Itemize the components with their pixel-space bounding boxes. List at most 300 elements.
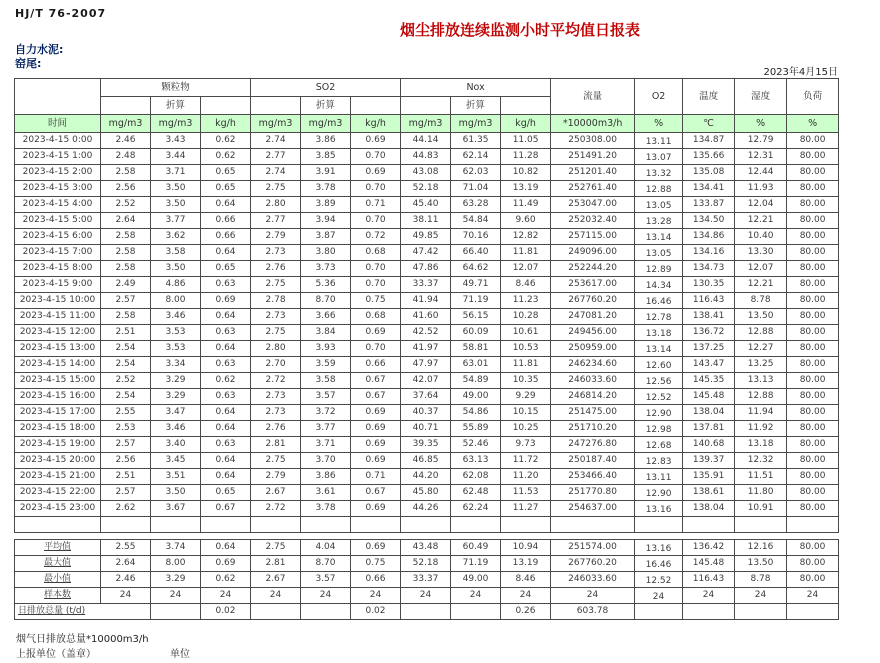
value-cell: 80.00: [787, 373, 839, 389]
value-cell: 3.53: [151, 341, 201, 357]
value-cell: 3.61: [301, 485, 351, 501]
value-cell: 9.73: [501, 437, 551, 453]
value-cell: 0.69: [351, 133, 401, 149]
value-cell: 38.11: [401, 213, 451, 229]
value-cell: 12.27: [735, 341, 787, 357]
value-cell: 251491.20: [551, 149, 635, 165]
summary-value-cell: 3.57: [301, 572, 351, 588]
so2-rate-spacer: [351, 97, 401, 115]
summary-value-cell: 8.70: [301, 556, 351, 572]
value-cell: 13.30: [735, 245, 787, 261]
value-cell: 0.65: [201, 165, 251, 181]
value-cell: 140.68: [683, 437, 735, 453]
value-cell: 0.69: [351, 501, 401, 517]
value-cell: 80.00: [787, 213, 839, 229]
value-cell: 80.00: [787, 453, 839, 469]
value-cell: 12.79: [735, 133, 787, 149]
value-cell: 8.00: [151, 293, 201, 309]
unit-cell: kg/h: [351, 115, 401, 133]
value-cell: 10.61: [501, 325, 551, 341]
value-cell: 80.00: [787, 245, 839, 261]
value-cell: 80.00: [787, 229, 839, 245]
value-cell: 135.08: [683, 165, 735, 181]
table-row: [15, 405, 839, 421]
group-so2-header: SO2: [251, 79, 401, 97]
report-unit-label: 上报单位（盖章）: [16, 649, 96, 660]
value-cell: 0.64: [201, 405, 251, 421]
value-cell: 2.58: [101, 229, 151, 245]
table-row: [15, 261, 839, 277]
value-cell: 11.51: [735, 469, 787, 485]
value-cell: 0.69: [351, 405, 401, 421]
summary-label: 平均值: [15, 540, 101, 556]
empty-cell: [735, 517, 787, 533]
time-cell: 2023-4-15 14:00: [15, 357, 101, 373]
value-cell: 2.74: [251, 133, 301, 149]
value-cell: 3.80: [301, 245, 351, 261]
value-cell: 47.97: [401, 357, 451, 373]
value-cell: 52.18: [401, 181, 451, 197]
value-cell: 10.25: [501, 421, 551, 437]
value-cell: 2.73: [251, 245, 301, 261]
value-cell: 44.14: [401, 133, 451, 149]
value-cell: 14.34: [635, 277, 683, 293]
value-cell: 3.86: [301, 469, 351, 485]
value-cell: 0.69: [351, 325, 401, 341]
value-cell: 3.58: [151, 245, 201, 261]
summary-value-cell: 13.19: [501, 556, 551, 572]
value-cell: 8.70: [301, 293, 351, 309]
pm-rate-spacer: [201, 97, 251, 115]
daily-total-label: 日排放总量 (t/d): [15, 604, 151, 620]
value-cell: 251201.40: [551, 165, 635, 181]
value-cell: 139.37: [683, 453, 735, 469]
value-cell: 12.88: [735, 389, 787, 405]
empty-cell: [15, 517, 101, 533]
value-cell: 63.01: [451, 357, 501, 373]
value-cell: 2.64: [101, 213, 151, 229]
summary-value-cell: 12.16: [735, 540, 787, 556]
value-cell: 251475.00: [551, 405, 635, 421]
value-cell: 249456.00: [551, 325, 635, 341]
unit-cell: %: [735, 115, 787, 133]
summary-value-cell: 24: [201, 588, 251, 604]
value-cell: 44.26: [401, 501, 451, 517]
site-label: 窑尾:: [15, 57, 42, 70]
time-cell: 2023-4-15 10:00: [15, 293, 101, 309]
value-cell: 12.52: [635, 389, 683, 405]
data-rows: [15, 133, 839, 533]
daily-total-cell: [401, 604, 451, 620]
value-cell: 0.63: [201, 437, 251, 453]
value-cell: 80.00: [787, 197, 839, 213]
value-cell: 253617.00: [551, 277, 635, 293]
value-cell: 10.91: [735, 501, 787, 517]
value-cell: 80.00: [787, 261, 839, 277]
value-cell: 0.66: [351, 357, 401, 373]
summary-value-cell: 0.62: [201, 572, 251, 588]
value-cell: 3.47: [151, 405, 201, 421]
time-header: 时间: [15, 115, 101, 133]
value-cell: 66.40: [451, 245, 501, 261]
value-cell: 0.64: [201, 453, 251, 469]
empty-cell: [251, 517, 301, 533]
value-cell: 40.37: [401, 405, 451, 421]
o2-header: O2: [635, 79, 683, 115]
summary-value-cell: 24: [251, 588, 301, 604]
value-cell: 13.14: [635, 341, 683, 357]
value-cell: 0.63: [201, 325, 251, 341]
empty-cell: [201, 517, 251, 533]
summary-value-cell: 8.00: [151, 556, 201, 572]
value-cell: 10.40: [735, 229, 787, 245]
value-cell: 12.07: [735, 261, 787, 277]
value-cell: 0.65: [201, 261, 251, 277]
value-cell: 11.81: [501, 245, 551, 261]
time-cell: 2023-4-15 22:00: [15, 485, 101, 501]
summary-value-cell: 145.48: [683, 556, 735, 572]
value-cell: 49.00: [451, 389, 501, 405]
value-cell: 12.21: [735, 277, 787, 293]
time-cell: 2023-4-15 7:00: [15, 245, 101, 261]
value-cell: 3.87: [301, 229, 351, 245]
summary-row: [15, 588, 839, 604]
value-cell: 10.15: [501, 405, 551, 421]
summary-value-cell: 24: [787, 588, 839, 604]
value-cell: 41.97: [401, 341, 451, 357]
value-cell: 12.32: [735, 453, 787, 469]
value-cell: 80.00: [787, 389, 839, 405]
summary-value-cell: 52.18: [401, 556, 451, 572]
value-cell: 0.63: [201, 277, 251, 293]
value-cell: 11.05: [501, 133, 551, 149]
value-cell: 2.52: [101, 197, 151, 213]
table-row: [15, 485, 839, 501]
table-row: [15, 453, 839, 469]
value-cell: 3.93: [301, 341, 351, 357]
value-cell: 2.67: [251, 485, 301, 501]
value-cell: 11.53: [501, 485, 551, 501]
value-cell: 134.50: [683, 213, 735, 229]
value-cell: 116.43: [683, 293, 735, 309]
summary-value-cell: 24: [635, 588, 683, 604]
value-cell: 2.75: [251, 325, 301, 341]
value-cell: 40.71: [401, 421, 451, 437]
value-cell: 62.14: [451, 149, 501, 165]
value-cell: 0.69: [351, 437, 401, 453]
value-cell: 0.70: [351, 213, 401, 229]
value-cell: 12.21: [735, 213, 787, 229]
value-cell: 12.89: [635, 261, 683, 277]
table-row: [15, 229, 839, 245]
table-row: [15, 181, 839, 197]
daily-total-cell: 603.78: [551, 604, 635, 620]
time-cell: 2023-4-15 2:00: [15, 165, 101, 181]
value-cell: 3.58: [301, 373, 351, 389]
value-cell: 0.69: [351, 453, 401, 469]
value-cell: 0.63: [201, 389, 251, 405]
summary-value-cell: 13.16: [635, 540, 683, 556]
value-cell: 2.77: [251, 149, 301, 165]
value-cell: 11.27: [501, 501, 551, 517]
time-cell: 2023-4-15 6:00: [15, 229, 101, 245]
value-cell: 3.71: [301, 437, 351, 453]
value-cell: 2.80: [251, 197, 301, 213]
summary-value-cell: 8.78: [735, 572, 787, 588]
daily-total-cell: [301, 604, 351, 620]
value-cell: 0.66: [201, 229, 251, 245]
value-cell: 3.62: [151, 229, 201, 245]
value-cell: 3.91: [301, 165, 351, 181]
value-cell: 2.58: [101, 245, 151, 261]
value-cell: 138.41: [683, 309, 735, 325]
value-cell: 12.90: [635, 405, 683, 421]
time-cell: 2023-4-15 13:00: [15, 341, 101, 357]
value-cell: 3.77: [301, 421, 351, 437]
value-cell: 135.66: [683, 149, 735, 165]
value-cell: 62.03: [451, 165, 501, 181]
table-row: [15, 421, 839, 437]
summary-value-cell: 71.19: [451, 556, 501, 572]
summary-value-cell: 136.42: [683, 540, 735, 556]
value-cell: 3.29: [151, 373, 201, 389]
summary-value-cell: 24: [735, 588, 787, 604]
nox-rate-spacer: [501, 97, 551, 115]
value-cell: 3.57: [301, 389, 351, 405]
value-cell: 70.16: [451, 229, 501, 245]
value-cell: 136.72: [683, 325, 735, 341]
summary-row: [15, 556, 839, 572]
daily-total-cell: [683, 604, 735, 620]
value-cell: 10.28: [501, 309, 551, 325]
summary-table: [14, 539, 839, 620]
summary-value-cell: 2.55: [101, 540, 151, 556]
value-cell: 52.46: [451, 437, 501, 453]
value-cell: 0.70: [351, 181, 401, 197]
flow-total-note: 烟气日排放总量*10000m3/h: [16, 634, 149, 645]
summary-value-cell: 43.48: [401, 540, 451, 556]
value-cell: 2.79: [251, 469, 301, 485]
value-cell: 2.70: [251, 357, 301, 373]
summary-value-cell: 3.74: [151, 540, 201, 556]
table-row: [15, 133, 839, 149]
value-cell: 0.67: [351, 389, 401, 405]
summary-rows: [15, 540, 839, 620]
value-cell: 12.07: [501, 261, 551, 277]
value-cell: 254637.00: [551, 501, 635, 517]
value-cell: 62.48: [451, 485, 501, 501]
load-header: 负荷: [787, 79, 839, 115]
time-cell: 2023-4-15 18:00: [15, 421, 101, 437]
footer-line2: [16, 645, 416, 660]
value-cell: 0.71: [351, 469, 401, 485]
value-cell: 135.91: [683, 469, 735, 485]
value-cell: 3.70: [301, 453, 351, 469]
value-cell: 54.84: [451, 213, 501, 229]
value-cell: 2.57: [101, 293, 151, 309]
time-cell: 2023-4-15 23:00: [15, 501, 101, 517]
value-cell: 2.57: [101, 437, 151, 453]
value-cell: 2.46: [101, 133, 151, 149]
value-cell: 13.28: [635, 213, 683, 229]
value-cell: 63.28: [451, 197, 501, 213]
summary-value-cell: 24: [451, 588, 501, 604]
value-cell: 0.67: [351, 485, 401, 501]
summary-value-cell: 246033.60: [551, 572, 635, 588]
value-cell: 252244.20: [551, 261, 635, 277]
value-cell: 37.64: [401, 389, 451, 405]
empty-cell: [351, 517, 401, 533]
main-table: [14, 78, 839, 533]
value-cell: 251770.80: [551, 485, 635, 501]
value-cell: 3.66: [301, 309, 351, 325]
value-cell: 138.61: [683, 485, 735, 501]
page-title: 烟尘排放连续监测小时平均值日报表: [399, 21, 640, 39]
value-cell: 54.89: [451, 373, 501, 389]
value-cell: 2.80: [251, 341, 301, 357]
unit-cell: %: [635, 115, 683, 133]
empty-cell: [451, 517, 501, 533]
value-cell: 267760.20: [551, 293, 635, 309]
summary-value-cell: 0.64: [201, 540, 251, 556]
value-cell: 80.00: [787, 325, 839, 341]
daily-total-row: [15, 604, 839, 620]
value-cell: 3.50: [151, 261, 201, 277]
time-cell: 2023-4-15 17:00: [15, 405, 101, 421]
value-cell: 11.72: [501, 453, 551, 469]
value-cell: 3.40: [151, 437, 201, 453]
value-cell: 80.00: [787, 405, 839, 421]
group-nox-header: Nox: [401, 79, 551, 97]
value-cell: 2.75: [251, 181, 301, 197]
summary-value-cell: 2.46: [101, 572, 151, 588]
value-cell: 55.89: [451, 421, 501, 437]
value-cell: 3.77: [151, 213, 201, 229]
summary-value-cell: 116.43: [683, 572, 735, 588]
value-cell: 3.85: [301, 149, 351, 165]
value-cell: 4.86: [151, 277, 201, 293]
value-cell: 2.73: [251, 309, 301, 325]
value-cell: 3.78: [301, 181, 351, 197]
value-cell: 250187.40: [551, 453, 635, 469]
value-cell: 3.43: [151, 133, 201, 149]
value-cell: 3.78: [301, 501, 351, 517]
table-row: [15, 437, 839, 453]
value-cell: 3.50: [151, 485, 201, 501]
value-cell: 2.58: [101, 261, 151, 277]
value-cell: 2.49: [101, 277, 151, 293]
value-cell: 2.73: [251, 405, 301, 421]
empty-cell: [151, 517, 201, 533]
value-cell: 0.64: [201, 245, 251, 261]
value-cell: 11.81: [501, 357, 551, 373]
summary-value-cell: 33.37: [401, 572, 451, 588]
value-cell: 80.00: [787, 293, 839, 309]
value-cell: 12.04: [735, 197, 787, 213]
value-cell: 3.34: [151, 357, 201, 373]
value-cell: 253466.40: [551, 469, 635, 485]
value-cell: 2.76: [251, 421, 301, 437]
header-units-row: [15, 115, 839, 133]
unit-cell: mg/m3: [301, 115, 351, 133]
value-cell: 3.86: [301, 133, 351, 149]
value-cell: 2.74: [251, 165, 301, 181]
summary-value-cell: 2.81: [251, 556, 301, 572]
value-cell: 11.93: [735, 181, 787, 197]
value-cell: 13.18: [635, 325, 683, 341]
daily-total-cell: [451, 604, 501, 620]
value-cell: 2.56: [101, 181, 151, 197]
value-cell: 0.68: [351, 245, 401, 261]
table-row: [15, 501, 839, 517]
value-cell: 41.94: [401, 293, 451, 309]
empty-cell: [501, 517, 551, 533]
value-cell: 13.18: [735, 437, 787, 453]
value-cell: 13.11: [635, 469, 683, 485]
value-cell: 80.00: [787, 277, 839, 293]
value-cell: 12.83: [635, 453, 683, 469]
value-cell: 138.04: [683, 501, 735, 517]
summary-value-cell: 2.67: [251, 572, 301, 588]
value-cell: 63.13: [451, 453, 501, 469]
group-pm-header: 颗粒物: [101, 79, 251, 97]
summary-value-cell: 24: [301, 588, 351, 604]
value-cell: 13.32: [635, 165, 683, 181]
value-cell: 80.00: [787, 501, 839, 517]
value-cell: 80.00: [787, 469, 839, 485]
value-cell: 13.16: [635, 501, 683, 517]
summary-row: [15, 572, 839, 588]
summary-value-cell: 0.69: [201, 556, 251, 572]
value-cell: 3.51: [151, 469, 201, 485]
unit-cell: kg/h: [201, 115, 251, 133]
table-row: [15, 197, 839, 213]
daily-total-cell: [635, 604, 683, 620]
value-cell: 0.70: [351, 149, 401, 165]
unit-cell: mg/m3: [151, 115, 201, 133]
value-cell: 0.64: [201, 309, 251, 325]
value-cell: 3.84: [301, 325, 351, 341]
value-cell: 80.00: [787, 165, 839, 181]
value-cell: 44.83: [401, 149, 451, 165]
value-cell: 2.58: [101, 165, 151, 181]
value-cell: 8.46: [501, 277, 551, 293]
value-cell: 11.23: [501, 293, 551, 309]
value-cell: 49.85: [401, 229, 451, 245]
value-cell: 145.48: [683, 389, 735, 405]
time-header-spacer: [15, 79, 101, 115]
value-cell: 145.35: [683, 373, 735, 389]
value-cell: 0.70: [351, 341, 401, 357]
value-cell: 250959.00: [551, 341, 635, 357]
time-cell: 2023-4-15 0:00: [15, 133, 101, 149]
value-cell: 3.44: [151, 149, 201, 165]
standard-number: HJ/T 76-2007: [15, 7, 107, 20]
value-cell: 13.11: [635, 133, 683, 149]
summary-value-cell: 4.04: [301, 540, 351, 556]
daily-total-cell: [251, 604, 301, 620]
value-cell: 2.53: [101, 421, 151, 437]
pm-converted-header: 折算: [151, 97, 201, 115]
value-cell: 246234.60: [551, 357, 635, 373]
value-cell: 64.62: [451, 261, 501, 277]
summary-value-cell: 24: [101, 588, 151, 604]
value-cell: 3.67: [151, 501, 201, 517]
value-cell: 137.25: [683, 341, 735, 357]
value-cell: 0.75: [351, 293, 401, 309]
empty-cell: [635, 517, 683, 533]
unit-cell: mg/m3: [251, 115, 301, 133]
